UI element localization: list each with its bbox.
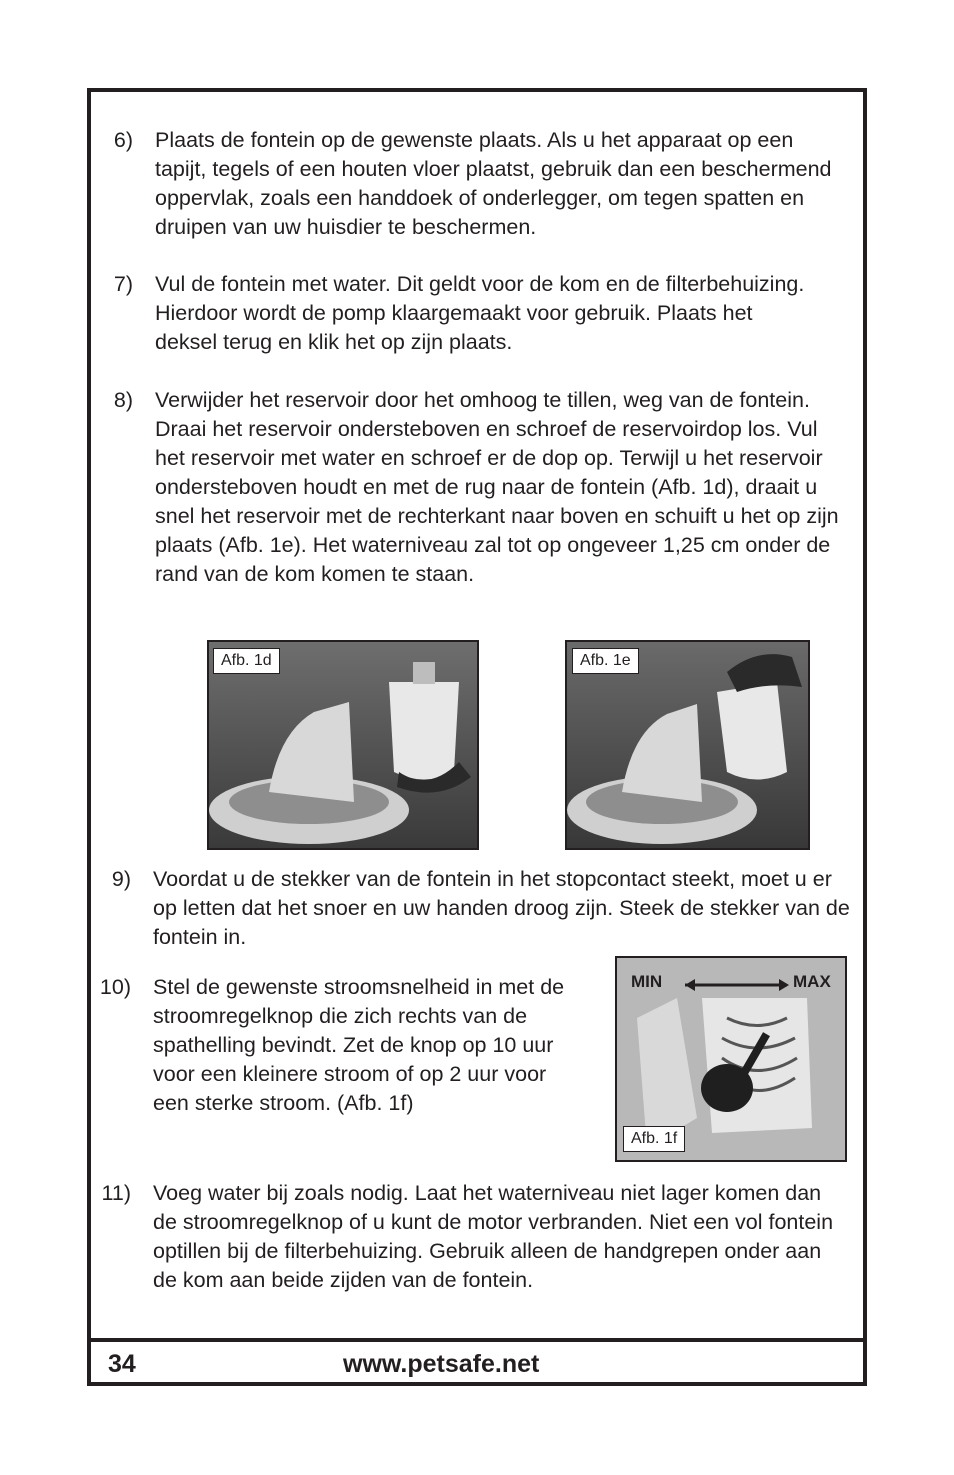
website-url: www.petsafe.net — [343, 1350, 540, 1378]
photo-fig-1e — [565, 640, 810, 850]
step-9 — [111, 865, 853, 952]
step-number: 8) — [113, 388, 133, 412]
max-label: MAX — [793, 972, 831, 991]
photo-fig-1d — [207, 640, 479, 850]
page-number: 34 — [108, 1350, 136, 1378]
figure-label: Afb. 1e — [572, 648, 639, 674]
step-number: 11) — [101, 1181, 131, 1205]
footer-divider — [87, 1338, 867, 1342]
step-number: 7) — [113, 272, 133, 296]
step-7 — [113, 270, 805, 357]
step-10 — [99, 973, 573, 1118]
figure-label: Afb. 1d — [213, 648, 280, 674]
min-label: MIN — [631, 972, 663, 991]
step-number: 9) — [111, 867, 131, 891]
step-11 — [101, 1179, 843, 1295]
step-text: Stel de gewenste stroomsnelheid in met de stroomregelknop die zich rechts van de spathelling bevindt. Zet de knop op 10 uur voor een kleinere stroom of op 2 uur voor een sterke stroom. (Afb. 1f) — [153, 975, 565, 1115]
step-number: 10) — [99, 975, 131, 999]
step-number: 6) — [113, 128, 133, 152]
step-text: Voordat u de stekker van de fontein in het stopcontact steekt, moet u er op letten dat het snoer en uw handen droog zijn. Steek de stekker van de fontein in. — [153, 867, 850, 949]
step-8 — [113, 386, 845, 589]
step-text: Voeg water bij zoals nodig. Laat het waterniveau niet lager komen dan de stroomregelknop of u kunt de motor verbranden. Niet een vol fontein optillen bij de filterbehuizing. Gebruik alleen de handgrepen onder aan de kom aan beide zijden van de fontein. — [153, 1181, 834, 1292]
step-text: Plaats de fontein op de gewenste plaats. Als u het apparaat op een tapijt, tegels of een houten vloer plaatst, gebruik dan een beschermend oppervlak, zoals een handdoek of onderlegger, om tegen spatten en druipen van uw huisdier te beschermen. — [155, 128, 832, 239]
step-text: Vul de fontein met water. Dit geldt voor de kom en de filterbehuizing. Hierdoor wordt de pomp klaargemaakt voor gebruik. Plaats het deksel terug en klik het op zijn plaats. — [155, 272, 805, 354]
figure-label: Afb. 1f — [623, 1126, 685, 1152]
step-text: Verwijder het reservoir door het omhoog te tillen, weg van de fontein. Draai het reservoir ondersteboven en schroef de reservoirdop los. Vul het reservoir met water en schroef er de dop op. Terwijl u het reservoir ondersteboven houdt en met de rug naar de fontein (Afb. 1d), draait u snel het reservoir met de rechterkant naar boven en schuift u het op zijn plaats (Afb. 1e). Het waterniveau zal tot op ongeveer 1,25 cm onder de rand van de kom komen te staan. — [155, 388, 839, 586]
step-6 — [113, 126, 845, 242]
photo-fig-1f — [615, 956, 847, 1162]
